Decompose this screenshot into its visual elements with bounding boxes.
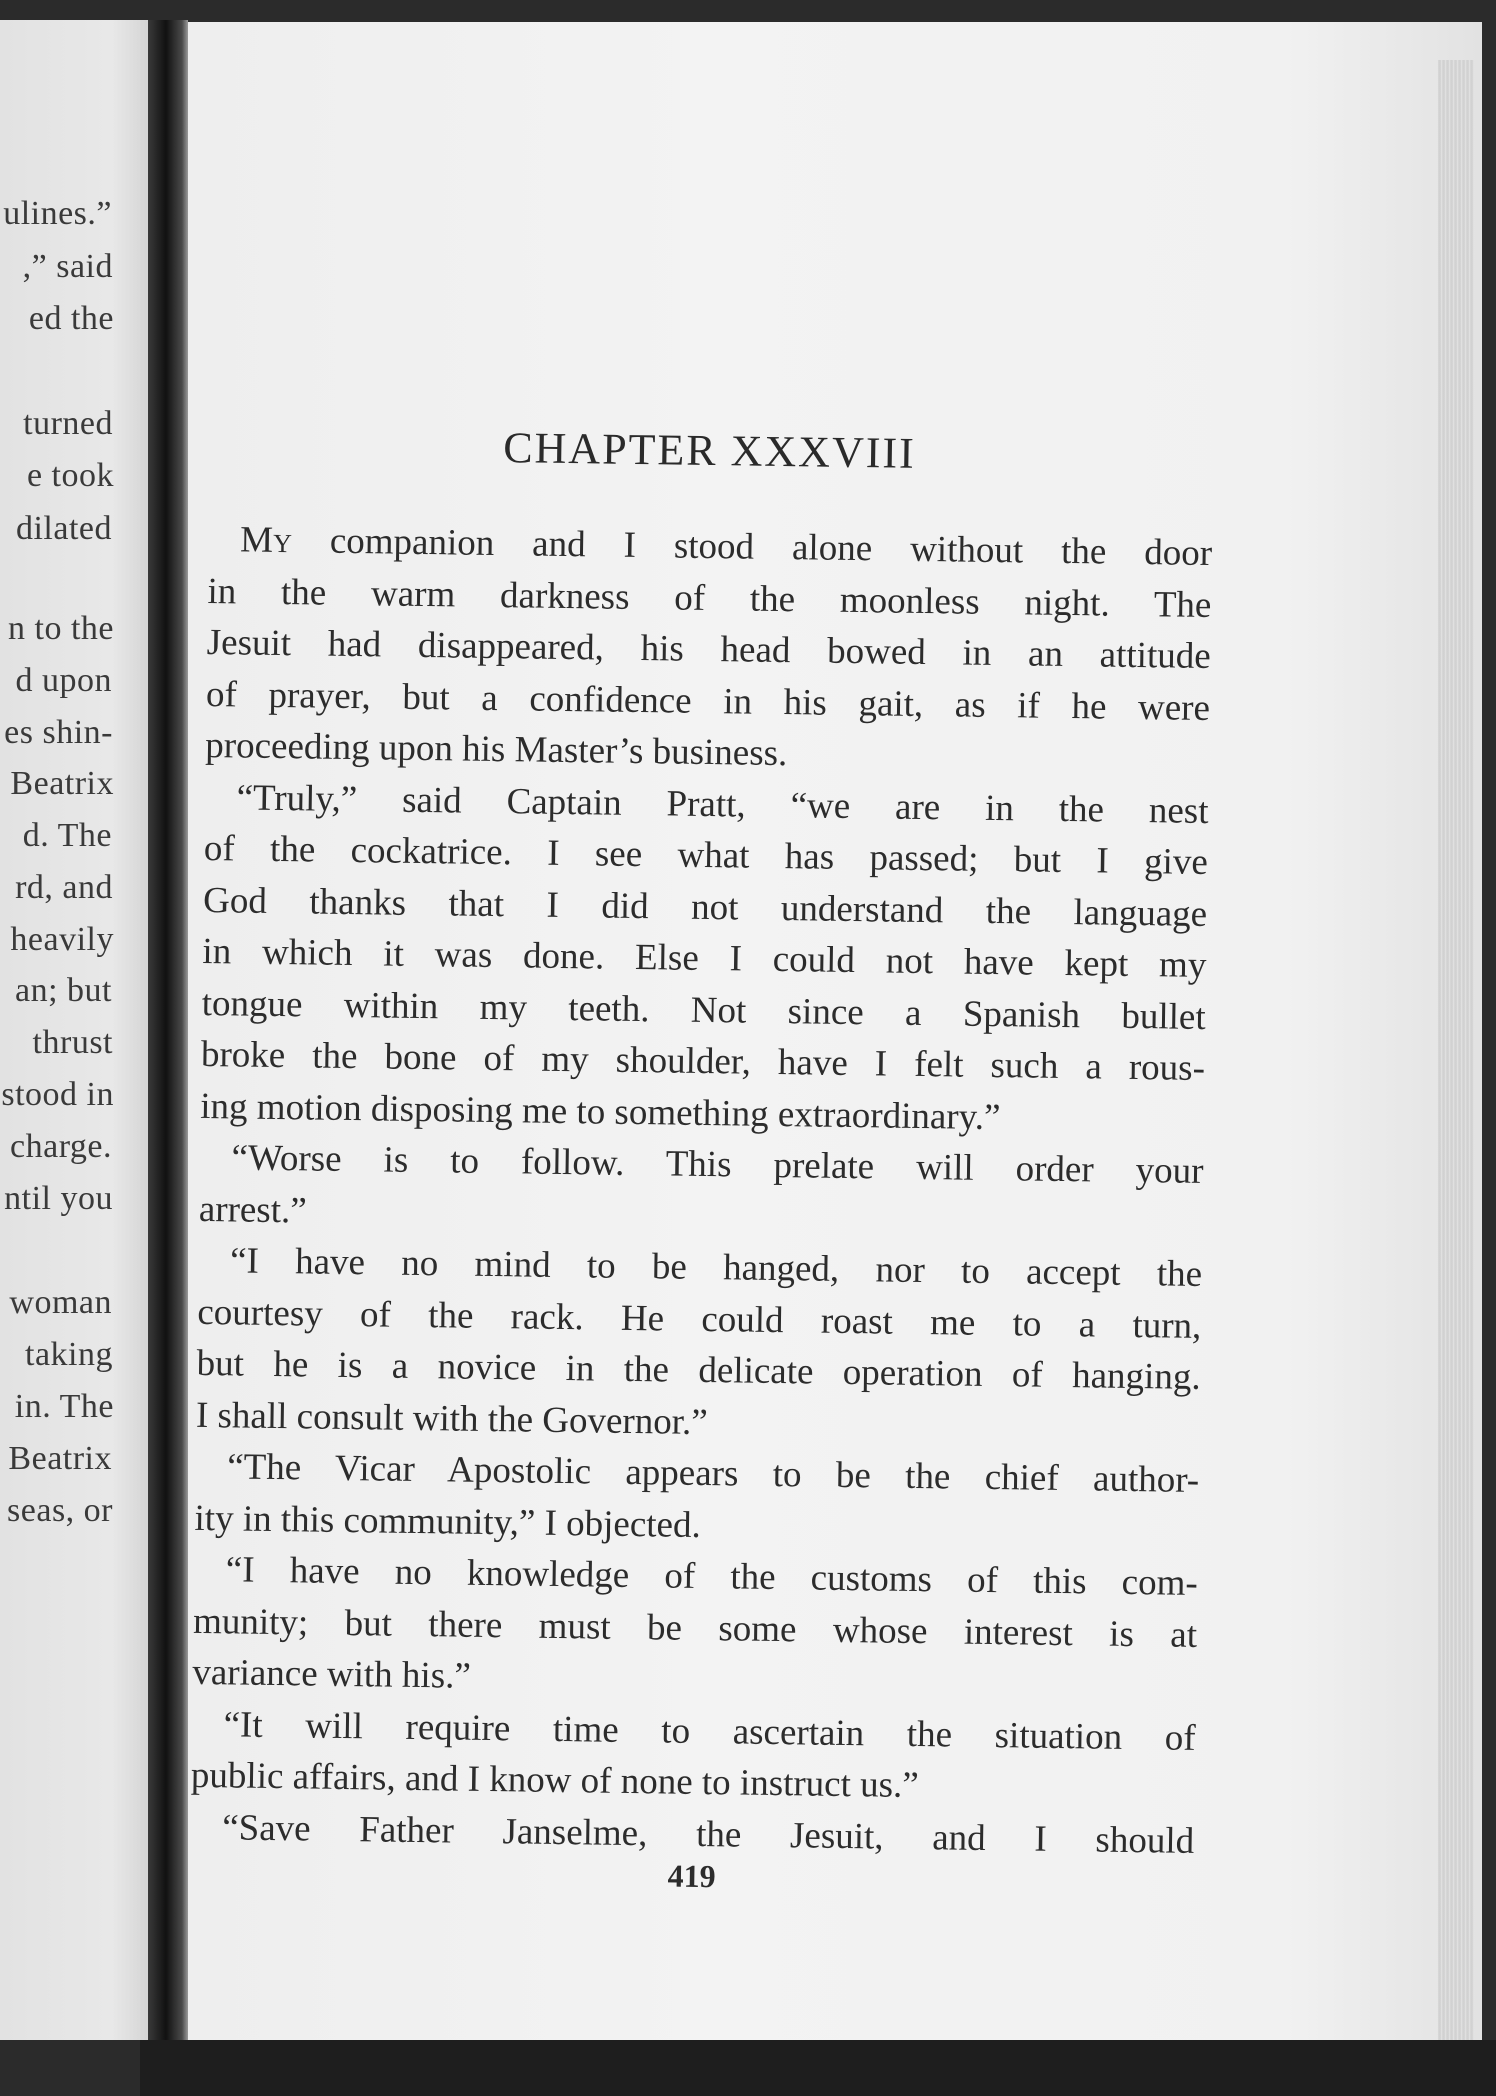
text-line: “The Vicar Apostolic appears to be the chief author-: [226, 1446, 1200, 1501]
text-line: tongue within my teeth. Not since a Spanish bullet: [201, 982, 1206, 1038]
text-line-rest: companion and I stood alone without the door: [291, 520, 1213, 575]
page-edges: [1438, 60, 1474, 2050]
left-page-line: e took: [26, 457, 114, 494]
page-text: [189, 412, 1214, 1905]
left-page-line: dilated: [15, 510, 112, 547]
text-line: ing motion disposing me to something extraordinary.”: [200, 1085, 1001, 1138]
text-line: in which it was done. Else I could not have kept my: [202, 930, 1207, 986]
left-page-line: woman: [9, 1284, 112, 1321]
text-line: of prayer, but a confidence in his gait, as if he were: [205, 673, 1211, 729]
left-page-line: stood in: [1, 1076, 114, 1113]
left-page-line: n to the: [8, 610, 114, 647]
opening-word: My: [239, 519, 293, 562]
left-page-line: thrust: [32, 1024, 113, 1061]
text-line: I shall consult with the Governor.”: [195, 1394, 708, 1443]
text-line: public affairs, and I know of none to instruct us.”: [190, 1754, 920, 1807]
left-page-line: ntil you: [4, 1180, 113, 1217]
left-page-line: in. The: [14, 1388, 114, 1425]
text-line: variance with his.”: [192, 1651, 472, 1697]
text-line: “I have no mind to be hanged, nor to accept the: [229, 1240, 1203, 1295]
left-page: [0, 20, 160, 2040]
text-line: “I have no knowledge of the customs of this com-: [225, 1549, 1199, 1604]
text-line: Jesuit had disappeared, his head bowed in an attitude: [206, 621, 1211, 677]
left-page-fragments: [0, 20, 160, 2040]
page-number: 419: [667, 1857, 716, 1895]
text-line: courtesy of the rack. He could roast me to a turn,: [197, 1291, 1202, 1347]
left-page-line: Beatrix: [10, 765, 114, 802]
book-gutter: [148, 20, 188, 2050]
text-line: in the warm darkness of the moonless night. The: [207, 570, 1212, 626]
text-line: proceeding upon his Master’s business.: [205, 724, 788, 775]
left-page-line: ulines.”: [3, 195, 112, 232]
left-page-line: d upon: [15, 662, 112, 699]
text-line: but he is a novice in the delicate operation of hanging.: [196, 1342, 1201, 1398]
text-line: ity in this community,” I objected.: [194, 1497, 702, 1546]
text-line: broke the bone of my shoulder, have I felt such a rous-: [200, 1033, 1206, 1089]
text-line: “It will require time to ascertain the situation of: [223, 1703, 1196, 1759]
bottom-shadow: [140, 2040, 1496, 2096]
left-page-line: es shin-: [4, 714, 113, 751]
left-page-line: d. The: [22, 817, 112, 854]
text-line: “Truly,” said Captain Pratt, “we are in the nest: [236, 776, 1209, 832]
left-page-line: turned: [23, 405, 113, 442]
left-page-line: heavily: [10, 921, 114, 958]
text-line: of the cockatrice. I see what has passed; but I give: [203, 827, 1209, 883]
text-line: munity; but there must be some whose interest is at: [192, 1600, 1198, 1656]
chapter-title: CHAPTER XXXVIII: [502, 423, 917, 478]
body-text: [190, 514, 1213, 1867]
left-page-line: ,” said: [22, 248, 113, 285]
left-page-line: ed the: [28, 300, 114, 337]
text-line: God thanks that I did not understand the language: [202, 879, 1208, 935]
left-page-line: seas, or: [7, 1492, 113, 1529]
left-page-line: Beatrix: [8, 1440, 112, 1477]
text-line: “Save Father Janselme, the Jesuit, and I should: [221, 1806, 1195, 1862]
left-page-line: an; but: [15, 972, 112, 1009]
text-line: arrest.”: [198, 1188, 307, 1231]
left-page-line: charge.: [10, 1128, 112, 1165]
left-page-line: rd, and: [15, 869, 113, 906]
text-line: “Worse is to follow. This prelate will order your: [231, 1137, 1204, 1192]
left-page-line: taking: [25, 1336, 113, 1373]
